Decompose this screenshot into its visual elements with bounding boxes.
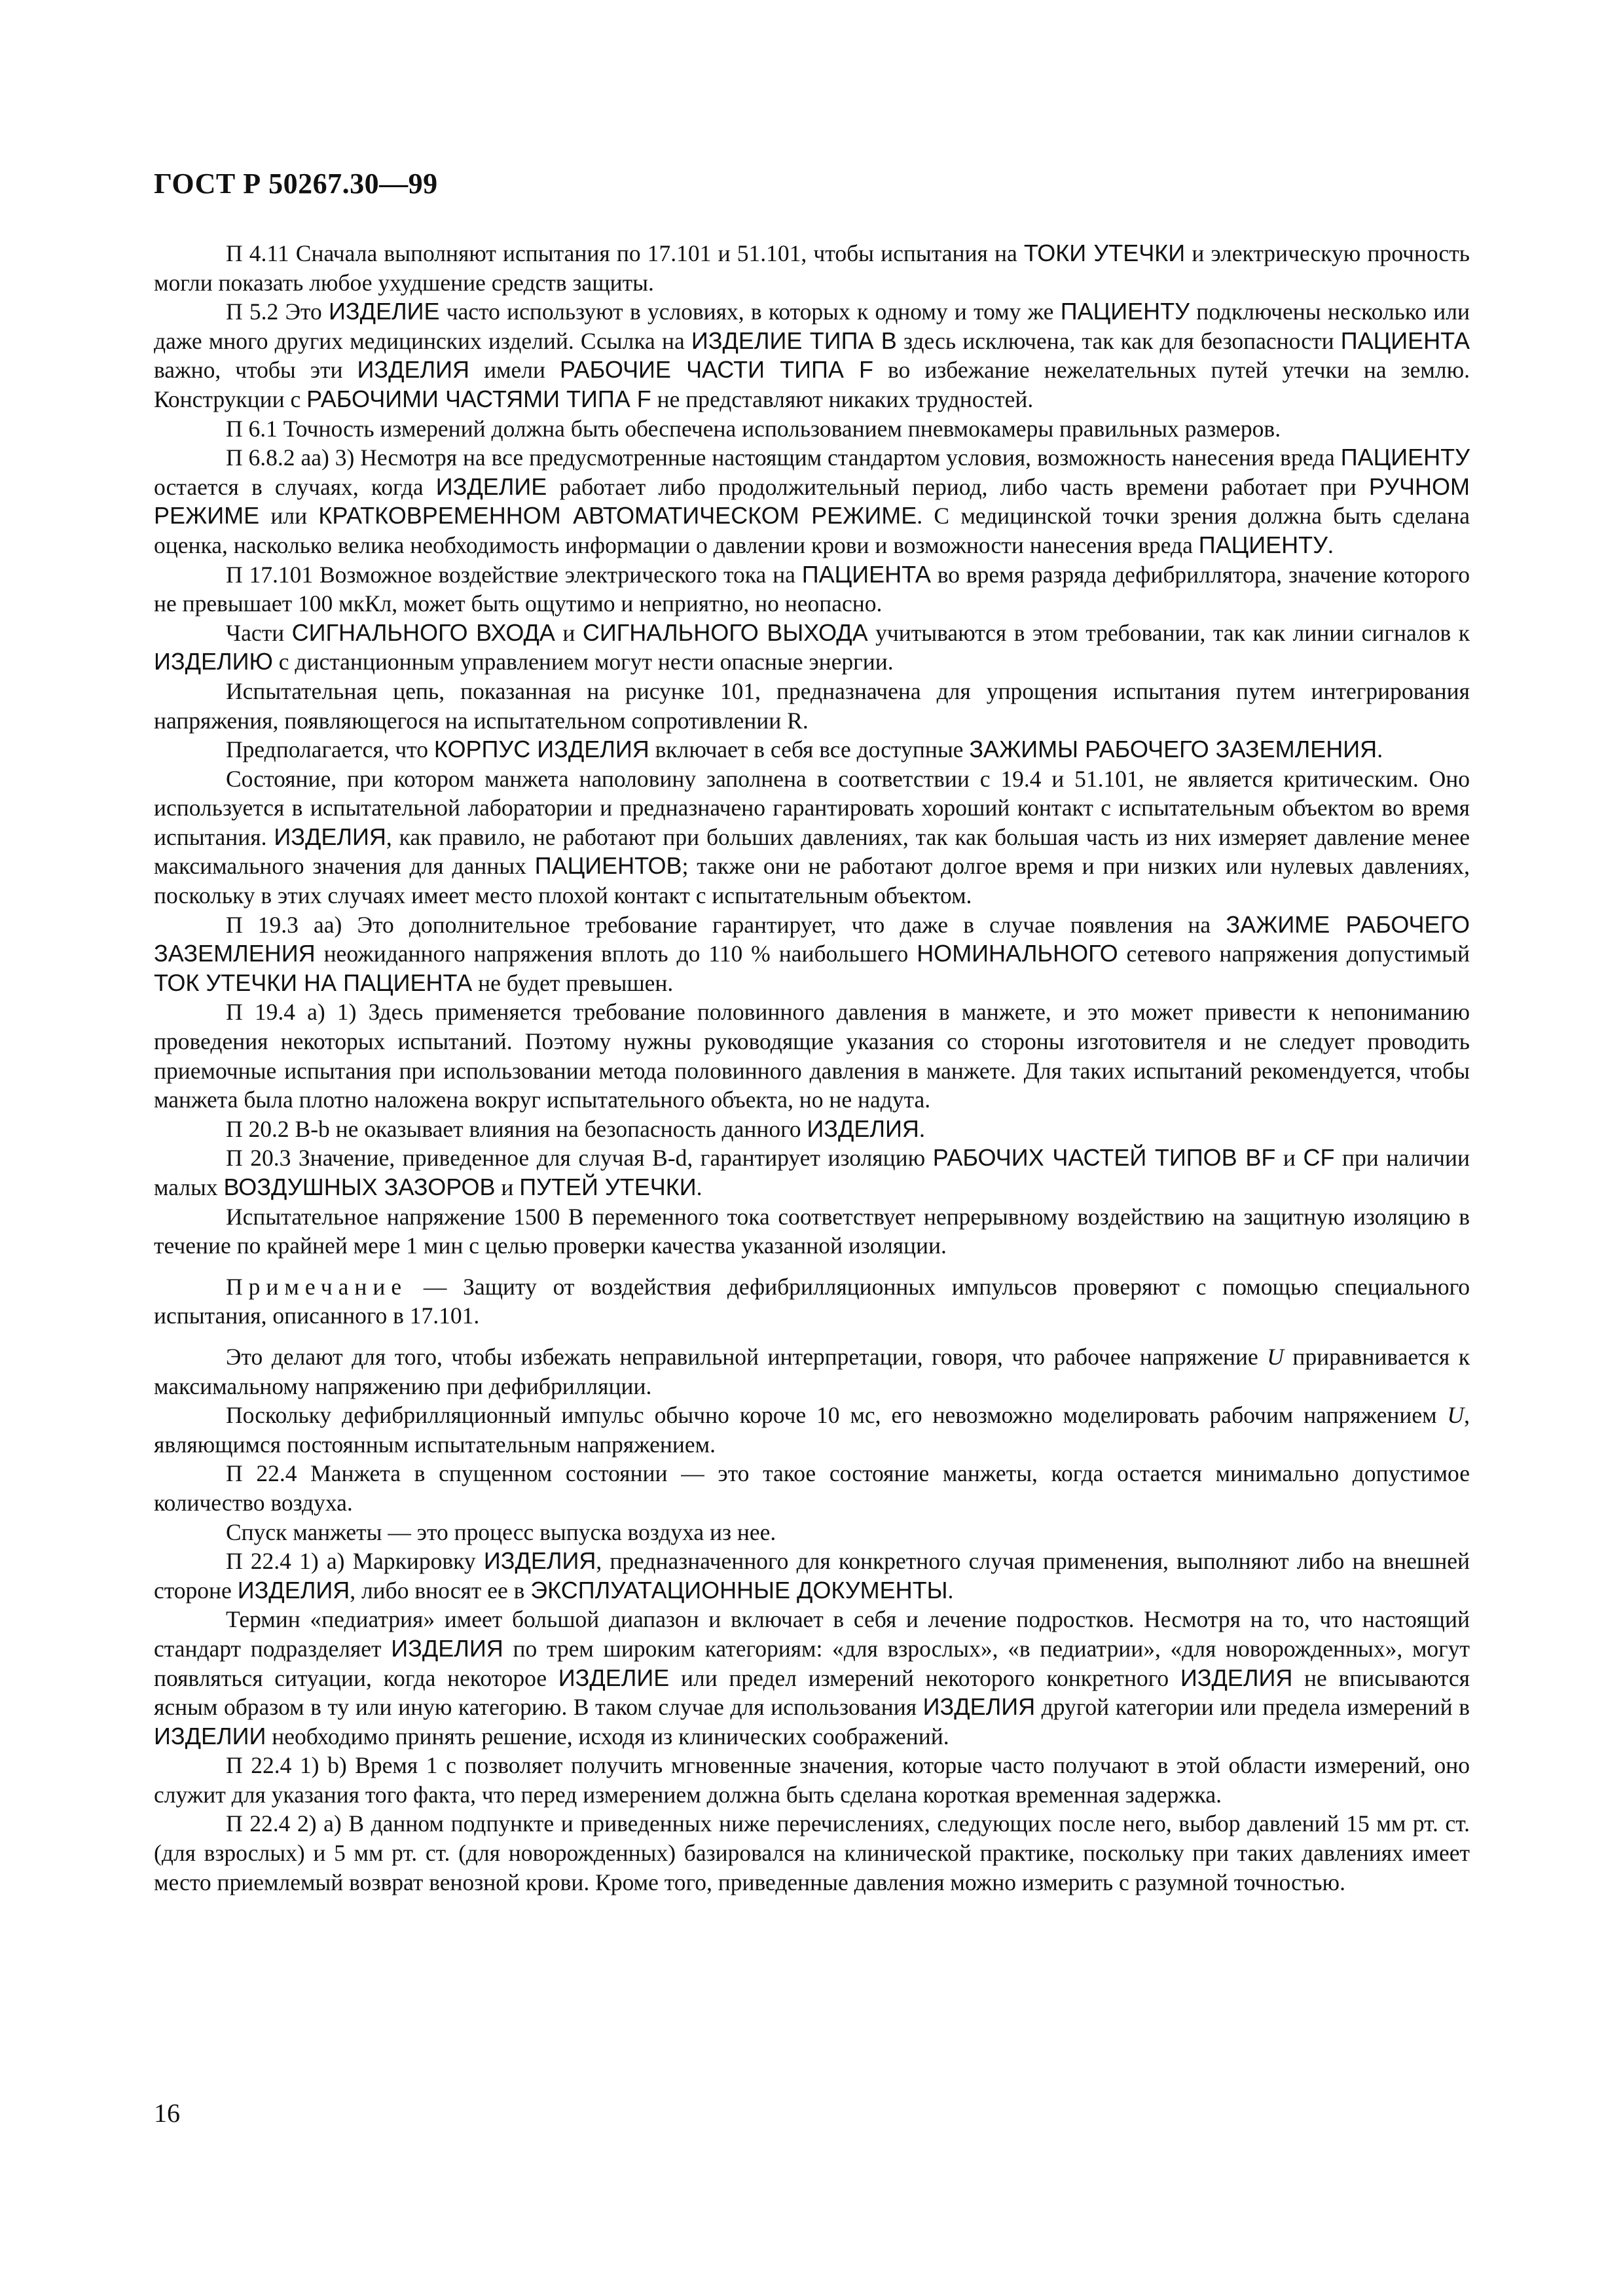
defined-term: ИЗДЕЛИЯ: [274, 823, 386, 850]
text-run: с дистанционным управлением могут нести опасные энергии.: [272, 649, 894, 675]
text-run: Спуск манжеты — это процесс выпуска воздуха из нее.: [226, 1518, 776, 1545]
defined-term: СИГНАЛЬНОГО ВЫХОДА: [582, 619, 868, 646]
text-run: . С медицинской точки зрения должна быть сделана оценка, насколько велика необходимость информации о давлении крови и возможности нанесения вреда: [154, 503, 1470, 558]
text-run: часто используют в условиях, в которых к одному и тому же: [439, 298, 1061, 325]
defined-term: ИЗДЕЛИЕ: [328, 298, 440, 325]
italic-symbol: U: [1447, 1402, 1465, 1429]
defined-term: КОРПУС ИЗДЕЛИЯ: [433, 736, 649, 763]
defined-term: ТОК УТЕЧКИ НА ПАЦИЕНТА: [154, 969, 473, 996]
text-run: Термин «педиатрия» имеет большой диапазон и включает в себя и лечение подростков. Несмотря на то, что настоящий стандарт подразделяет: [154, 1606, 1470, 1662]
text-run: во избежание нежелательных путей утечки на землю. Конструкции с: [154, 357, 1470, 412]
text-run: П 22.4 1) а) Маркировку: [226, 1548, 484, 1575]
text-run: и электрическую прочность могли показать любое ухудшение средств защиты.: [154, 240, 1470, 296]
text-run: остается в случаях, когда: [154, 473, 436, 500]
defined-term: ЗАЖИМЫ РАБОЧЕГО ЗАЗЕМЛЕНИЯ: [969, 736, 1377, 763]
defined-term: CF: [1303, 1144, 1335, 1172]
text-run: П 17.101 Возможное воздействие электрического тока на: [226, 561, 802, 588]
text-run: или: [259, 503, 319, 529]
defined-term: ПАЦИЕНТА: [801, 560, 931, 588]
text-run: и: [495, 1174, 520, 1200]
text-run: П 19.4 а) 1) Здесь применяется требование половинного давления в манжете, и это может привести к непониманию проведения некоторых испытаний. Поэтому нужны руководящие указания со стороны изготовителя и не следует проводить приемочные испытания при использовании метода половинного давления в манжете. Для таких испытаний рекомендуется, чтобы манжета была плотно наложена вокруг испытательного объекта, но не надута.: [154, 999, 1470, 1113]
text-run: сетевого напряжения допустимый: [1118, 941, 1470, 967]
paragraph: [154, 1459, 1470, 1517]
defined-term: ПАЦИЕНТУ: [1198, 531, 1328, 558]
defined-term: ЭКСПЛУАТАЦИОННЫЕ ДОКУМЕНТЫ: [530, 1576, 948, 1604]
paragraph: [154, 1547, 1470, 1605]
text-run: необходимо принять решение, исходя из клинических соображений.: [266, 1723, 949, 1749]
text-run: Части: [226, 619, 292, 646]
defined-term: ПАЦИЕНТУ: [1340, 444, 1470, 471]
text-run: П 20.3 Значение, приведенное для случая B-d, гарантирует изоляцию: [226, 1145, 933, 1172]
defined-term: ИЗДЕЛИЯ: [807, 1115, 919, 1142]
defined-term: СИГНАЛЬНОГО ВХОДА: [291, 619, 555, 646]
text-run: при наличии малых: [154, 1145, 1470, 1200]
paragraph: [154, 1809, 1470, 1897]
defined-term: ПАЦИЕНТА: [1340, 327, 1470, 354]
text-run: .: [947, 1577, 954, 1604]
paragraph: [154, 1605, 1470, 1751]
text-run: ; также они не работают долгое время и при низких или нулевых давлениях, поскольку в этих случаях имеет место плохой контакт с испытательным объектом.: [154, 853, 1470, 909]
text-run: приравнивается к максимальному напряжению при дефибрилляции.: [154, 1343, 1470, 1399]
text-run: П 22.4 Манжета в спущенном состоянии — это такое состояние манжеты, когда остается минимально допустимое количество воздуха.: [154, 1460, 1470, 1516]
defined-term: РАБОЧИХ ЧАСТЕЙ ТИПОВ BF: [932, 1144, 1276, 1172]
text-run: .: [919, 1115, 925, 1142]
defined-term: ПАЦИЕНТОВ: [534, 852, 682, 880]
defined-term: ИЗДЕЛИЕ: [558, 1664, 670, 1691]
text-run: П 5.2 Это: [226, 298, 329, 325]
text-run: П 19.3 аа) Это дополнительное требование гарантирует, что даже в случае появления на: [226, 911, 1226, 938]
text-run: подключены несколько или даже много других медицинских изделий. Ссылка на: [154, 298, 1470, 354]
defined-term: ЗАЖИМЕ РАБОЧЕГО ЗАЗЕМЛЕНИЯ: [154, 910, 1470, 967]
text-run: и: [555, 619, 583, 646]
defined-term: ИЗДЕЛИЯ: [483, 1547, 596, 1575]
paragraph: [154, 443, 1470, 560]
text-run: Испытательная цепь, показанная на рисунке 101, предназначена для упрощения испытания путем интегрирования напряжения, появляющегося на испытательном сопротивлении R.: [154, 677, 1470, 734]
text-run: Испытательное напряжение 1500 В переменного тока соответствует непрерывному воздействию на защитную изоляцию в течение по крайней мере 1 мин с целью проверки качества указанной изоляции.: [154, 1203, 1470, 1259]
note-label: Примечание: [226, 1273, 408, 1300]
paragraph: [154, 1342, 1470, 1401]
defined-term: ПУТЕЙ УТЕЧКИ: [519, 1174, 697, 1200]
paragraph: [154, 619, 1470, 677]
defined-term: ИЗДЕЛИЯ: [357, 356, 470, 384]
paragraph: [154, 560, 1470, 619]
defined-term: ИЗДЕЛИЯ: [922, 1693, 1036, 1721]
paragraph: [154, 677, 1470, 735]
text-run: , как правило, не работают при больших давлениях, так как большая часть из них измеряет давление менее максимального значения для данных: [154, 823, 1470, 880]
defined-term: РАБОЧИЕ ЧАСТИ ТИПА F: [560, 356, 873, 384]
text-run: П 4.11 Сначала выполняют испытания по 17.101 и 51.101, чтобы испытания на: [226, 240, 1024, 266]
text-run: П 6.8.2 аа) 3) Несмотря на все предусмотренные настоящим стандартом условия, возможность нанесения вреда: [226, 444, 1341, 471]
defined-term: ИЗДЕЛИЯ: [237, 1576, 350, 1604]
paragraph: [154, 910, 1470, 998]
text-run: , являющимся постоянным испытательным напряжением.: [154, 1402, 1470, 1458]
paragraph: [154, 414, 1470, 444]
text-run: здесь исключена, так как для безопасности: [896, 327, 1341, 354]
defined-term: НОМИНАЛЬНОГО: [917, 940, 1118, 967]
text-run: П 22.4 2) а) В данном подпункте и приведенных ниже перечислениях, следующих после него, выбор давлений 15 мм рт. ст. (для взрослых) и 5 мм рт. ст. (для новорожденных) базировался на клинической практике, поскольку при таких давлениях имеет место приемлемый возврат венозной крови. Кроме того, приведенные давления можно измерить с разумной точностью.: [154, 1810, 1470, 1895]
text-run: учитываются в этом требовании, так как линии сигналов к: [867, 619, 1470, 646]
defined-term: РАБОЧИМИ ЧАСТЯМИ ТИПА F: [306, 385, 651, 412]
page-number: 16: [154, 2098, 180, 2128]
text-run: неожиданного напряжения вплоть до 110 % наибольшего: [315, 941, 917, 967]
text-run: Поскольку дефибрилляционный импульс обычно короче 10 мс, его невозможно моделировать рабочим напряжением: [226, 1402, 1448, 1429]
text-run: и: [1275, 1145, 1304, 1172]
note-paragraph: [154, 1272, 1470, 1331]
document-body: [154, 239, 1470, 1897]
text-run: — Защиту от воздействия дефибрилляционных импульсов проверяют с помощью специального испытания, описанного в 17.101.: [154, 1273, 1470, 1329]
paragraph: [154, 735, 1470, 764]
text-run: , предназначенного для конкретного случая применения, выполняют либо на внешней стороне: [154, 1548, 1470, 1604]
paragraph: [154, 297, 1470, 414]
defined-term: ИЗДЕЛИЯ: [1180, 1664, 1293, 1691]
defined-term: ПАЦИЕНТУ: [1060, 298, 1190, 325]
text-run: по трем широким категориям: «для взрослых», «в педиатрии», «для новорожденных», могут появляться ситуации, когда некоторое: [154, 1635, 1470, 1691]
document-header: ГОСТ Р 50267.30—99: [154, 168, 438, 200]
defined-term: ИЗДЕЛИЮ: [154, 648, 273, 675]
paragraph: [154, 1518, 1470, 1547]
text-run: , либо вносят ее в: [350, 1577, 531, 1604]
paragraph: [154, 239, 1470, 297]
paragraph: [154, 1401, 1470, 1459]
text-run: важно, чтобы эти: [154, 357, 357, 384]
defined-term: ТОКИ УТЕЧКИ: [1023, 240, 1186, 266]
paragraph: [154, 764, 1470, 910]
text-run: не вписываются ясным образом в ту или иную категорию. В таком случае для использования: [154, 1664, 1470, 1721]
defined-term: ВОЗДУШНЫХ ЗАЗОРОВ: [223, 1174, 496, 1200]
paragraph: [154, 1751, 1470, 1809]
text-run: или предел измерений некоторого конкретного: [669, 1664, 1180, 1691]
defined-term: КРАТКОВРЕМЕННОМ АВТОМАТИЧЕСКОМ РЕЖИМЕ: [318, 502, 917, 529]
text-run: другой категории или предела измерений в: [1035, 1694, 1470, 1721]
text-run: Это делают для того, чтобы избежать неправильной интерпретации, говоря, что рабочее напряжение: [226, 1343, 1267, 1370]
defined-term: ИЗДЕЛИИ: [154, 1722, 266, 1749]
paragraph: [154, 1202, 1470, 1261]
defined-term: ИЗДЕЛИЕ ТИПА B: [691, 327, 897, 354]
text-run: П 6.1 Точность измерений должна быть обеспечена использованием пневмокамеры правильных размеров.: [226, 415, 1281, 442]
text-run: имели: [469, 357, 560, 384]
text-run: Состояние, при котором манжета наполовину заполнена в соответствии с 19.4 и 51.101, не является критическим. Оно используется в испытательной лаборатории и предназначено гарантировать хороший контакт с испытательным объектом во время испытания.: [154, 765, 1470, 850]
paragraph: [154, 997, 1470, 1114]
text-run: .: [696, 1174, 702, 1200]
defined-term: ИЗДЕЛИЯ: [391, 1634, 503, 1662]
text-run: работает либо продолжительный период, либо часть времени работает при: [547, 473, 1369, 500]
text-run: не представляют никаких трудностей.: [651, 386, 1034, 412]
paragraph: [154, 1115, 1470, 1144]
text-run: Предполагается, что: [226, 736, 434, 763]
defined-term: ИЗДЕЛИЕ: [435, 473, 547, 500]
text-run: П 20.2 B-b не оказывает влияния на безопасность данного: [226, 1115, 807, 1142]
defined-term: РУЧНОМ РЕЖИМЕ: [154, 473, 1470, 529]
italic-symbol: U: [1267, 1343, 1284, 1370]
text-run: .: [1328, 531, 1334, 558]
text-run: П 22.4 1) b) Время 1 с позволяет получить мгновенные значения, которые часто получают в этой области измерений, оно служит для указания того факта, что перед измерением должна быть сделана короткая временная задержка.: [154, 1752, 1470, 1808]
text-run: .: [1377, 736, 1383, 763]
text-run: во время разряда дефибриллятора, значение которого не превышает 100 мкКл, может быть ощутимо и неприятно, но неопасно.: [154, 561, 1470, 617]
paragraph: [154, 1143, 1470, 1202]
text-run: не будет превышен.: [472, 969, 674, 996]
text-run: включает в себя все доступные: [649, 736, 970, 763]
